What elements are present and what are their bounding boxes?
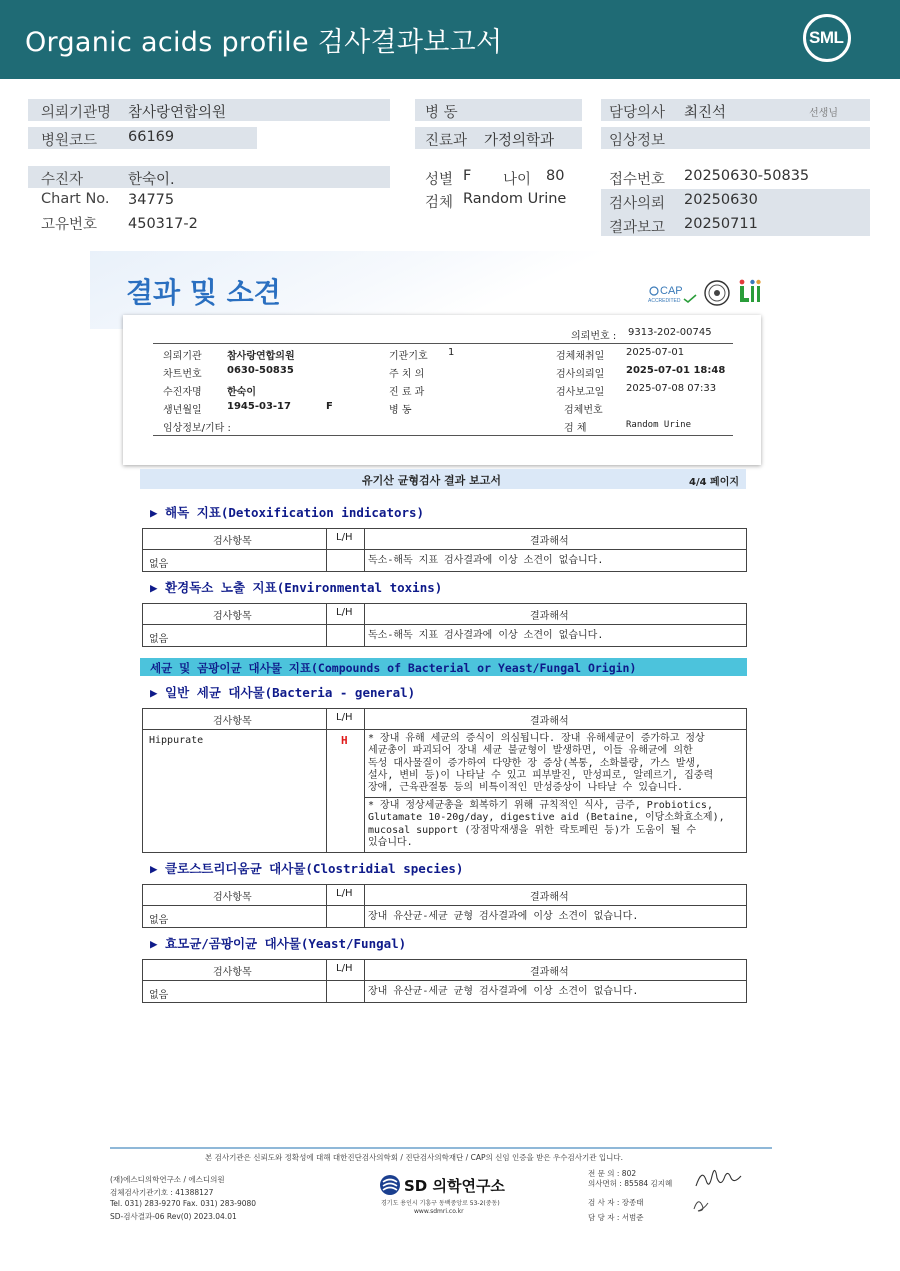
r-patient-label: 수진자명 <box>163 387 202 398</box>
r-doctor-label: 주 치 의 <box>389 369 425 380</box>
col-lh: L/H <box>336 607 353 618</box>
col-item: 검사항목 <box>213 536 252 547</box>
r-org-value: 참사랑연합의원 <box>227 351 295 362</box>
col-item: 검사항목 <box>213 892 252 903</box>
request-value: 20250630 <box>684 192 758 208</box>
chart-label: Chart No. <box>41 191 110 207</box>
r-ward-label: 병 동 <box>389 405 412 416</box>
env-item: 없음 <box>149 634 169 645</box>
hippurate-text1: * 장내 유해 세균의 증식이 의심됩니다. 장내 유해세균이 증가하고 정상 세균총이 파괴되어 장내 세균 불균형이 발생하면, 이들 유해균에 의한 독성 대사물질이 증가하여 다양한 장 증상(복통, 소화불량, 가스 발생, 설사, 변비 등)이 나타날 수 있고 피부발진, 만성피로, 알레르기, 집중력 장애, 근육관절통 등의 비특이적인 만성증상이 나타날 수 있습니다. <box>368 733 714 794</box>
table-clostridial <box>142 884 747 928</box>
report-label: 결과보고 <box>609 220 666 236</box>
r-dept-label: 진 료 과 <box>389 387 425 398</box>
r-report-label: 검사보고일 <box>556 387 605 398</box>
accession-value: 20250630-50835 <box>684 168 810 184</box>
r-specimen-label: 검 체 <box>564 423 587 434</box>
doctor-value: 최진석 <box>684 105 727 121</box>
r-dob-value: 1945-03-17 <box>227 401 291 412</box>
r-chart-value: 0630-50835 <box>227 365 294 376</box>
table-bacteria <box>142 708 747 853</box>
sex-label: 성별 <box>425 172 454 188</box>
org-label: 의뢰기관명 <box>41 105 112 121</box>
uid-value: 450317-2 <box>128 216 198 232</box>
col-interp: 결과해석 <box>530 892 569 903</box>
signature-small-icon <box>690 1195 712 1215</box>
footer-tel: Tel. 031) 283-9270 Fax. 031) 283-9080 <box>110 1199 257 1208</box>
code-label: 병원코드 <box>41 133 98 149</box>
col-interp: 결과해석 <box>530 967 569 978</box>
footer-code: 검체검사기관기호 : 41388127 <box>110 1188 214 1197</box>
clostridial-text: 장내 유산균-세균 균형 검사결과에 이상 소견이 없습니다. <box>368 911 639 922</box>
sd-web: www.sdmri.co.kr <box>414 1208 464 1215</box>
doctor-suffix: 선생님 <box>809 108 838 119</box>
footer-rev: SD-검사결과-06 Rev(0) 2023.04.01 <box>110 1212 237 1221</box>
report-title: 결과 및 소견 <box>126 276 281 309</box>
r-collect-value: 2025-07-01 <box>626 347 685 358</box>
table-detox <box>142 528 747 572</box>
report-band-title: 유기산 균형검사 결과 보고서 <box>362 474 501 487</box>
sign-specialist: 전 문 의 : 802 <box>588 1169 637 1178</box>
code-value: 66169 <box>128 129 175 145</box>
bacterial-band-title: 세균 및 곰팡이균 대사물 지표(Compounds of Bacterial or Yeast/Fungal Origin) <box>150 661 637 675</box>
ward-label: 병 동 <box>425 105 458 121</box>
lm-logo-icon <box>738 278 762 306</box>
yeast-text: 장내 유산균-세균 균형 검사결과에 이상 소견이 없습니다. <box>368 986 639 997</box>
col-item: 검사항목 <box>213 611 252 622</box>
r-inst-label: 기관기호 <box>389 351 428 362</box>
env-text: 독소-해독 지표 검사결과에 이상 소견이 없습니다. <box>368 630 604 641</box>
r-org-label: 의뢰기관 <box>163 351 202 362</box>
sign-license: 의사면허 : 85584 김지혜 <box>588 1179 673 1188</box>
r-chart-label: 차트번호 <box>163 369 202 380</box>
footer-rule <box>110 1147 772 1149</box>
org-value: 참사랑연합의원 <box>128 105 227 121</box>
footer-org: (재)에스디의학연구소 / 에스디의원 <box>110 1175 225 1184</box>
request-no: 9313-202-00745 <box>628 327 712 338</box>
request-label: 검사의뢰 <box>609 196 666 212</box>
report-patient-card <box>123 315 761 465</box>
detox-text: 독소-해독 지표 검사결과에 이상 소견이 없습니다. <box>368 555 604 566</box>
patient-value: 한숙이. <box>128 172 175 188</box>
specimen-value: Random Urine <box>463 191 567 207</box>
cap-accredited-icon <box>646 281 702 305</box>
r-clinical-label: 임상정보/기타 : <box>163 423 231 434</box>
dept-value: 가정의학과 <box>484 133 555 149</box>
report-image <box>90 251 790 1041</box>
patient-label: 수진자 <box>41 172 84 188</box>
sign-tester: 검 사 자 : 장종태 <box>588 1198 644 1207</box>
age-label: 나이 <box>503 172 532 188</box>
r-patient-value: 한숙이 <box>227 387 256 398</box>
doctor-label: 담당의사 <box>609 105 666 121</box>
chart-value: 34775 <box>128 192 175 208</box>
hippurate-text2: * 장내 정상세균총을 회복하기 위해 규칙적인 식사, 금주, Probiotics, Glutamate 10-20g/day, digestive aid (Betaine, 이당소화효소제), mucosal support (장점막재생을 위한 락토페린 등)가 도움이 될 수 있습니다. <box>368 800 725 848</box>
footer-note: 본 검사기관은 신뢰도와 정확성에 대해 대한진단검사의학회 / 진단검사의학재단 / CAP의 신임 인증을 받은 우수검사기관 입니다. <box>205 1153 623 1162</box>
report-value: 20250711 <box>684 216 758 232</box>
col-lh: L/H <box>336 532 353 543</box>
sign-manager: 담 당 자 : 서범준 <box>588 1213 644 1222</box>
hippurate-flag: H <box>341 734 348 747</box>
detox-item: 없음 <box>149 559 169 570</box>
section-env: ▶ 환경독소 노출 지표(Environmental toxins) <box>150 580 443 595</box>
seal-icon <box>703 279 731 307</box>
r-request-label: 검사의뢰일 <box>556 369 605 380</box>
svg-text:ACCREDITED: ACCREDITED <box>648 298 681 304</box>
table-yeast <box>142 959 747 1003</box>
svg-text:CAP: CAP <box>660 285 683 297</box>
sd-brand: SD 의학연구소 <box>404 1177 505 1195</box>
sd-logo-icon <box>379 1174 401 1196</box>
r-specimen-value: Random Urine <box>626 420 692 430</box>
section-yeast: ▶ 효모균/곰팡이균 대사물(Yeast/Fungal) <box>150 936 407 951</box>
table-env <box>142 603 747 647</box>
clinical-label: 임상정보 <box>609 133 666 149</box>
header-bar <box>0 0 900 79</box>
r-request-value: 2025-07-01 18:48 <box>626 365 726 376</box>
sex-value: F <box>463 168 472 184</box>
col-interp: 결과해석 <box>530 611 569 622</box>
r-sex-value: F <box>326 401 333 412</box>
accession-label: 접수번호 <box>609 172 666 188</box>
col-item: 검사항목 <box>213 716 252 727</box>
page-title: Organic acids profile 검사결과보고서 <box>25 27 503 58</box>
yeast-item: 없음 <box>149 990 169 1001</box>
signature-icon <box>690 1164 746 1194</box>
col-item: 검사항목 <box>213 967 252 978</box>
col-lh: L/H <box>336 888 353 899</box>
cap-logo-icon <box>646 281 702 307</box>
request-no-label: 의뢰번호 : <box>571 331 617 342</box>
r-report-value: 2025-07-08 07:33 <box>626 383 717 394</box>
col-lh: L/H <box>336 963 353 974</box>
col-lh: L/H <box>336 712 353 723</box>
uid-label: 고유번호 <box>41 217 98 233</box>
section-clostridial: ▶ 클로스트리디움균 대사물(Clostridial species) <box>150 861 464 876</box>
age-value: 80 <box>546 168 565 184</box>
report-page: 4/4 페이지 <box>689 477 740 488</box>
sd-address: 경기도 용인시 기흥구 동백중앙로 53-2(중동) <box>381 1200 500 1207</box>
specimen-label: 검체 <box>425 195 454 211</box>
sml-logo-icon: SML <box>803 14 851 62</box>
clostridial-item: 없음 <box>149 915 169 926</box>
section-detox: ▶ 해독 지표(Detoxification indicators) <box>150 505 425 520</box>
hippurate-item: Hippurate <box>149 735 204 746</box>
r-collect-label: 검체채취일 <box>556 351 605 362</box>
r-specno-label: 검체번호 <box>564 405 603 416</box>
col-interp: 결과해석 <box>530 716 569 727</box>
col-interp: 결과해석 <box>530 536 569 547</box>
r-inst-value: 1 <box>448 347 455 358</box>
dept-label: 진료과 <box>425 133 468 149</box>
r-dob-label: 생년월일 <box>163 405 202 416</box>
section-bacteria: ▶ 일반 세균 대사물(Bacteria - general) <box>150 685 416 700</box>
